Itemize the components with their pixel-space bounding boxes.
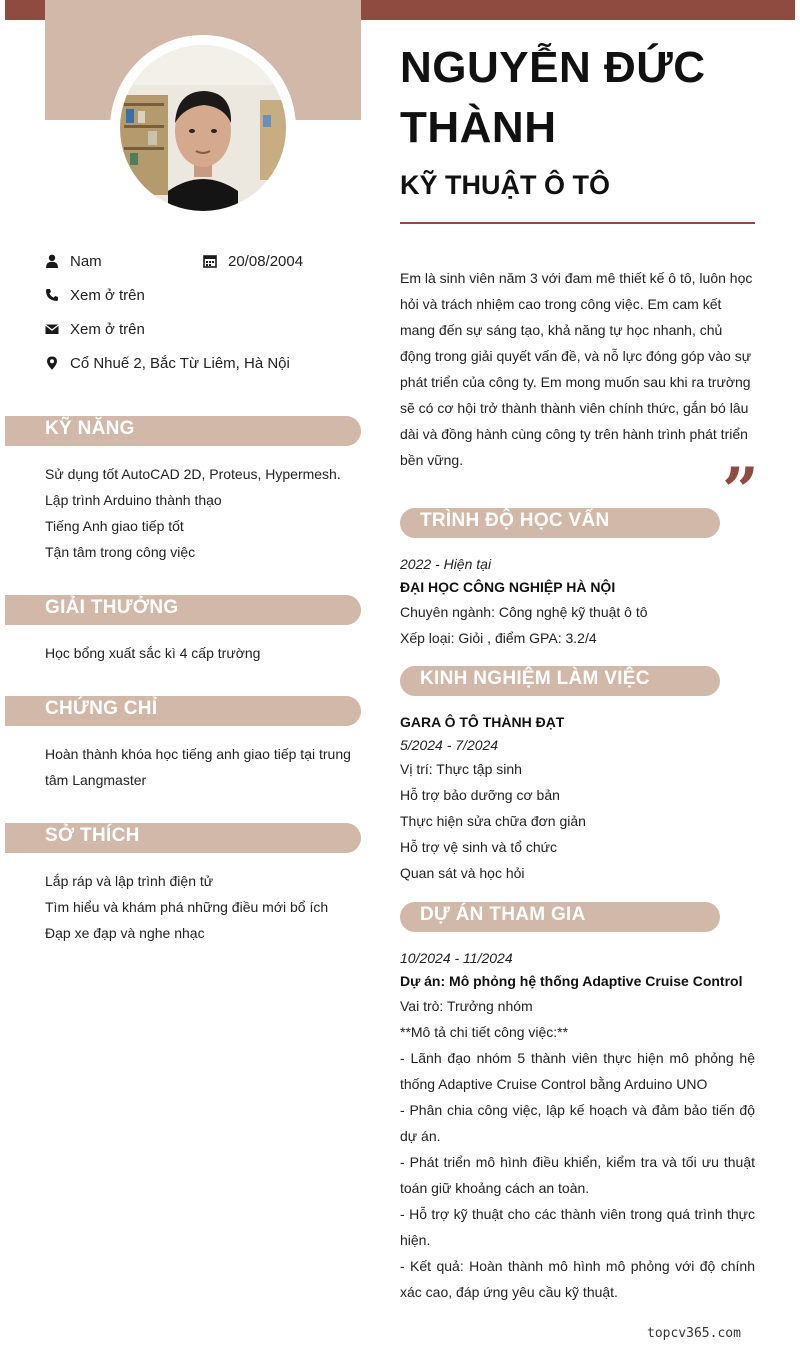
gender-value: Nam — [70, 252, 102, 270]
address-value: Cổ Nhuế 2, Bắc Từ Liêm, Hà Nội — [70, 354, 290, 372]
skills-header — [5, 416, 361, 446]
gender-row — [45, 248, 102, 274]
list-item: - Lãnh đạo nhóm 5 thành viên thực hiện mô phỏng hệ thống Adaptive Cruise Control bằng Arduino UNO — [400, 1050, 755, 1092]
list-item: Hỗ trợ bảo dưỡng cơ bản — [400, 787, 560, 803]
birthdate-row — [203, 248, 303, 274]
hobbies-list — [45, 868, 361, 946]
list-item: Sử dụng tốt AutoCAD 2D, Proteus, Hypermesh. — [45, 466, 341, 482]
awards-title: GIẢI THƯỞNG — [45, 597, 179, 618]
hobbies-title: SỞ THÍCH — [45, 825, 140, 846]
profile-photo — [120, 45, 286, 211]
school-name: ĐẠI HỌC CÔNG NGHIỆP HÀ NỘI — [400, 579, 616, 595]
title-divider — [400, 222, 755, 224]
list-item: - Kết quả: Hoàn thành mô hình mô phỏng với độ chính xác cao, đáp ứng yêu cầu kỹ thuật. — [400, 1258, 755, 1300]
skills-list — [45, 461, 361, 565]
certificates-list — [45, 741, 361, 793]
list-item: Lắp ráp và lập trình điện tử — [45, 873, 214, 889]
list-item: Hỗ trợ vệ sinh và tổ chức — [400, 839, 558, 855]
projects-block — [400, 947, 755, 1305]
project-name: Dự án: Mô phỏng hệ thống Adaptive Cruise Control — [400, 973, 743, 989]
avatar — [110, 35, 296, 221]
list-item: Quan sát và học hỏi — [400, 865, 525, 881]
job-title: KỸ THUẬT Ô TÔ — [400, 170, 610, 200]
education-title: TRÌNH ĐỘ HỌC VẤN — [420, 510, 610, 531]
education-period: 2022 - Hiện tại — [400, 556, 492, 572]
certificates-title: CHỨNG CHỈ — [45, 698, 158, 719]
list-item: Lập trình Arduino thành thạo — [45, 492, 222, 508]
list-item: Vị trí: Thực tập sinh — [400, 761, 522, 777]
projects-header — [400, 902, 720, 932]
list-item: Tiếng Anh giao tiếp tốt — [45, 518, 184, 534]
address-row — [45, 350, 290, 376]
list-item: - Phân chia công việc, lập kế hoạch và đảm bảo tiến độ dự án. — [400, 1102, 755, 1144]
phone-icon — [45, 287, 59, 303]
education-grade: Xếp loại: Giỏi , điểm GPA: 3.2/4 — [400, 630, 597, 646]
email-value: Xem ở trên — [70, 320, 145, 338]
list-item: - Phát triển mô hình điều khiển, kiểm tra và tối ưu thuật toán giữ khoảng cách an toàn. — [400, 1154, 755, 1196]
list-item: Tận tâm trong công việc — [45, 544, 196, 560]
list-item: - Hỗ trợ kỹ thuật cho các thành viên trong quá trình thực hiện. — [400, 1206, 755, 1248]
projects-title: DỰ ÁN THAM GIA — [420, 904, 586, 925]
awards-list — [45, 640, 361, 666]
experience-title: KINH NGHIỆM LÀM VIỆC — [420, 668, 650, 689]
education-major: Chuyên ngành: Công nghệ kỹ thuật ô tô — [400, 604, 648, 620]
company-name: GARA Ô TÔ THÀNH ĐẠT — [400, 714, 565, 730]
list-item: Hoàn thành khóa học tiếng anh giao tiếp tại trung — [45, 746, 351, 762]
project-desc-heading: **Mô tả chi tiết công việc:** — [400, 1024, 569, 1040]
career-summary: Em là sinh viên năm 3 với đam mê thiết kế ô tô, luôn học hỏi và trách nhiệm cao trong công việc. Em cam kết mang đến sự sáng tạo, khả năng tự học nhanh, chủ động trong giải quyết vấn đề, và nỗ lực đóng góp vào sự phát triển của công ty. Em mong muốn sau khi ra trường sẽ có cơ hội trở thành thành viên chính thức, gắn bó lâu dài và đồng hành cùng công ty trên hành trình phát triển bền vững. — [400, 270, 753, 468]
education-header — [400, 508, 720, 538]
list-item: Thực hiện sửa chữa đơn giản — [400, 813, 586, 829]
awards-header — [5, 595, 361, 625]
experience-period: 5/2024 - 7/2024 — [400, 737, 499, 753]
experience-header — [400, 666, 720, 696]
project-role: Vai trò: Trưởng nhóm — [400, 998, 533, 1014]
quote-icon: ” — [722, 454, 759, 529]
education-block — [400, 553, 755, 651]
phone-row — [45, 282, 145, 308]
location-icon — [45, 355, 59, 371]
list-item: Học bổng xuất sắc kì 4 cấp trường — [45, 645, 261, 661]
phone-value: Xem ở trên — [70, 286, 145, 304]
calendar-icon — [203, 253, 217, 269]
skills-title: KỸ NĂNG — [45, 418, 135, 439]
birthdate-value: 20/08/2004 — [228, 252, 304, 270]
project-period: 10/2024 - 11/2024 — [400, 950, 513, 966]
candidate-name: NGUYỄN ĐỨC THÀNH — [400, 43, 706, 152]
user-icon — [45, 253, 59, 269]
experience-block — [400, 710, 755, 886]
hobbies-header — [5, 823, 361, 853]
email-icon — [45, 321, 59, 337]
list-item: Tìm hiểu và khám phá những điều mới bổ ích — [45, 899, 329, 915]
footer-watermark: topcv365.com — [647, 1326, 741, 1341]
list-item: Đạp xe đạp và nghe nhạc — [45, 925, 205, 941]
email-row — [45, 316, 145, 342]
contact-info — [45, 248, 361, 378]
certificates-header — [5, 696, 361, 726]
list-item: tâm Langmaster — [45, 772, 147, 788]
